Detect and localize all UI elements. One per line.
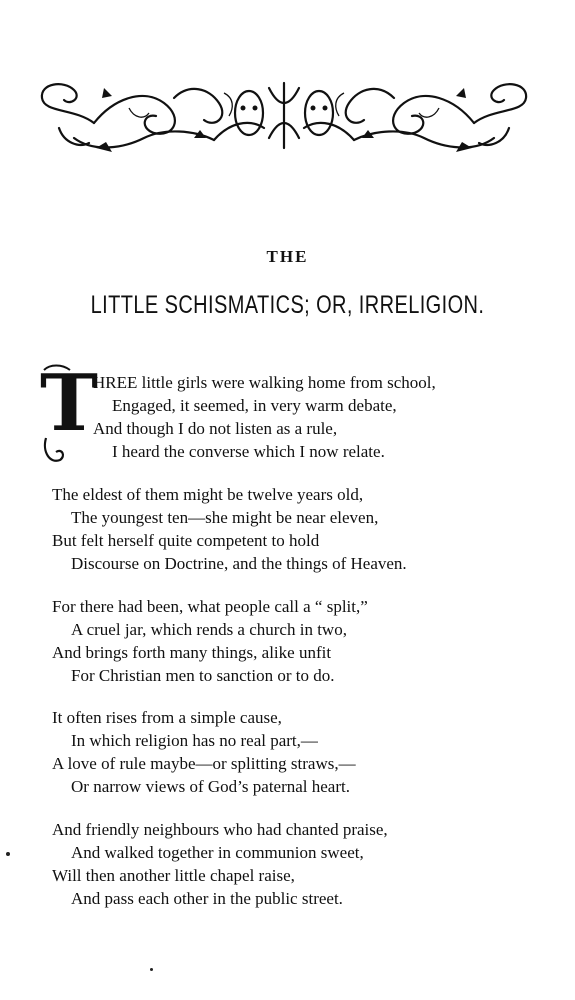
heading-the: THE (266, 247, 309, 266)
poem-line: The eldest of them might be twelve years old, (52, 485, 364, 504)
gothic-initial-t-icon (36, 358, 99, 475)
ink-speck (6, 852, 10, 856)
poem-line: Engaged, it seemed, in very warm debate, (112, 396, 397, 415)
poem-line: For Christian men to sanction or to do. (71, 666, 335, 685)
poem-line: In which religion has no real part,— (71, 731, 318, 750)
ink-speck (150, 968, 153, 971)
poem-line: Or narrow views of God’s paternal heart. (71, 777, 350, 796)
page-title: LITTLE SCHISMATICS; OR, IRRELIGION. (90, 291, 485, 319)
poem-line: A love of rule maybe—or splitting straws,— (52, 754, 356, 773)
poem-line: And pass each other in the public street. (71, 889, 343, 908)
poem-line: It often rises from a simple cause, (52, 708, 282, 727)
poem-line: But felt herself quite competent to hold (52, 531, 320, 550)
poem-line: And friendly neighbours who had chanted praise, (52, 820, 388, 839)
poem-line: And though I do not listen as a rule, (93, 419, 338, 438)
poem-line: Will then another little chapel raise, (52, 866, 295, 885)
poem-line: I heard the converse which I now relate. (112, 442, 385, 461)
scroll-ornament-icon (34, 68, 534, 160)
poem-line: The youngest ten—she might be near eleven, (71, 508, 379, 527)
drop-cap-letter: T (40, 358, 99, 449)
poem-line: HREE little girls were walking home from school, (93, 373, 436, 392)
poem-line: Discourse on Doctrine, and the things of Heaven. (71, 554, 407, 573)
poem-line: A cruel jar, which rends a church in two, (71, 620, 347, 639)
poem-line: And walked together in communion sweet, (71, 843, 364, 862)
poem-line: And brings forth many things, alike unfit (52, 643, 332, 662)
poem-line: For there had been, what people call a “ split,” (52, 597, 368, 616)
